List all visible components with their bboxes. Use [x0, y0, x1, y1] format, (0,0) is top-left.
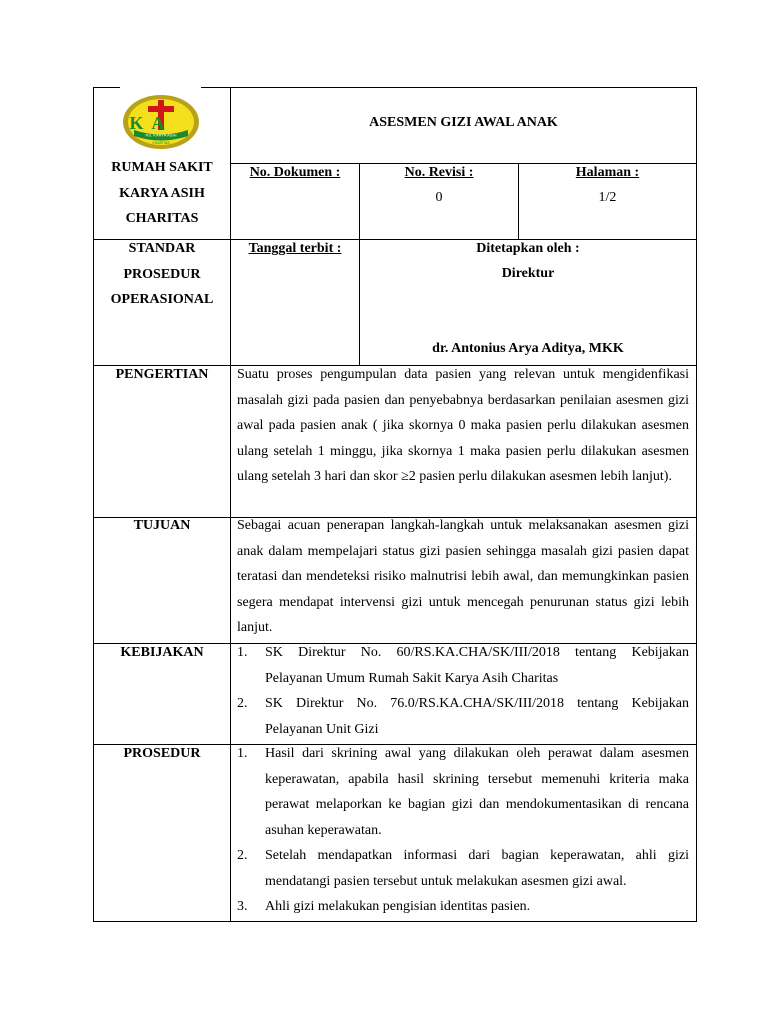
kebijakan-label: KEBIJAKAN: [120, 645, 204, 660]
border-top-left: [93, 87, 120, 88]
tujuan-label: TUJUAN: [133, 518, 191, 533]
svg-text:KA: KA: [129, 113, 173, 133]
pengertian-text: Suatu proses pengumpulan data pasien yang relevan untuk mengidenfikasi masalah gizi pada pasien dan penyebabnya berdasarkan penilaian asesmen gizi awal pada pasien anak ( jika skornya 0 maka pasien perlu dilakukan asesmen ulang setelah 1 minggu, jika skornya 1 maka pasien perlu dilakukan asesmen ulang setelah 3 hari dan skor ≥2 pasien perlu dilakukan asesmen lebih lanjut).: [237, 367, 689, 484]
hospital-logo: [121, 93, 201, 151]
kebijakan-item: 1. SK Direktur No. 60/RS.KA.CHA/SK/III/2018 tentang Kebijakan Pelayanan Umum Rumah Sakit Karya Asih Charitas: [237, 645, 689, 686]
ditetapkan-label: Ditetapkan oleh :: [476, 241, 580, 256]
prosedur-item: 3. Ahli gizi melakukan pengisian identitas pasien.: [237, 899, 531, 914]
kebijakan-list: [231, 640, 689, 742]
pengertian-label: PENGERTIAN: [115, 367, 209, 382]
tanggal-terbit-label: Tanggal terbit :: [248, 241, 342, 256]
hospital-name: RUMAH SAKIT KARYA ASIH CHARITAS: [111, 160, 213, 226]
sop-label: STANDAR PROSEDUR OPERASIONAL: [110, 241, 214, 307]
svg-text:CHARITAS: CHARITAS: [152, 141, 170, 145]
no-dokumen-label: No. Dokumen :: [249, 165, 341, 180]
border-right: [696, 87, 697, 922]
ditetapkan-role: Direktur: [501, 266, 555, 281]
no-revisi-value: 0: [435, 190, 443, 205]
document-title: ASESMEN GIZI AWAL ANAK: [369, 115, 558, 130]
prosedur-item: 1. Hasil dari skrining awal yang dilakukan oleh perawat dalam asesmen keperawatan, apabila hasil skrining tersebut memenuhi kriteria maka perawat melaporkan ke bagian gizi dan mendokumentasikan di rencana asuhan keperawatan.: [237, 746, 689, 838]
tujuan-text: Sebagai acuan penerapan langkah-langkah untuk melaksanakan asesmen gizi anak dalam mempelajari status gizi pasien sehingga masalah gizi pasien dapat teratasi dan mendeteksi risiko malnutrisi lebih awal, dan memungkinkan pasien segera mendapat intervensi gizi untuk mencegah penurunan status gizi lebih lanjut.: [237, 518, 689, 635]
prosedur-list: [231, 741, 689, 920]
no-revisi-label: No. Revisi :: [404, 165, 474, 180]
prosedur-label: PROSEDUR: [123, 746, 201, 761]
prosedur-item: 2. Setelah mendapatkan informasi dari bagian keperawatan, ahli gizi mendatangi pasien tersebut untuk melakukan asesmen gizi awal.: [237, 848, 689, 889]
border-bottom: [93, 921, 697, 922]
signer-name: dr. Antonius Arya Aditya, MKK: [432, 341, 624, 356]
sop-document: [93, 87, 697, 922]
halaman-value: 1/2: [598, 190, 617, 205]
halaman-label: Halaman :: [575, 165, 640, 180]
kebijakan-item: 2. SK Direktur No. 76.0/RS.KA.CHA/SK/III/2018 tentang Kebijakan Pelayanan Unit Gizi: [237, 696, 689, 737]
svg-text:RS. KARYA ASIH: RS. KARYA ASIH: [145, 132, 177, 138]
border-top-right: [201, 87, 697, 88]
